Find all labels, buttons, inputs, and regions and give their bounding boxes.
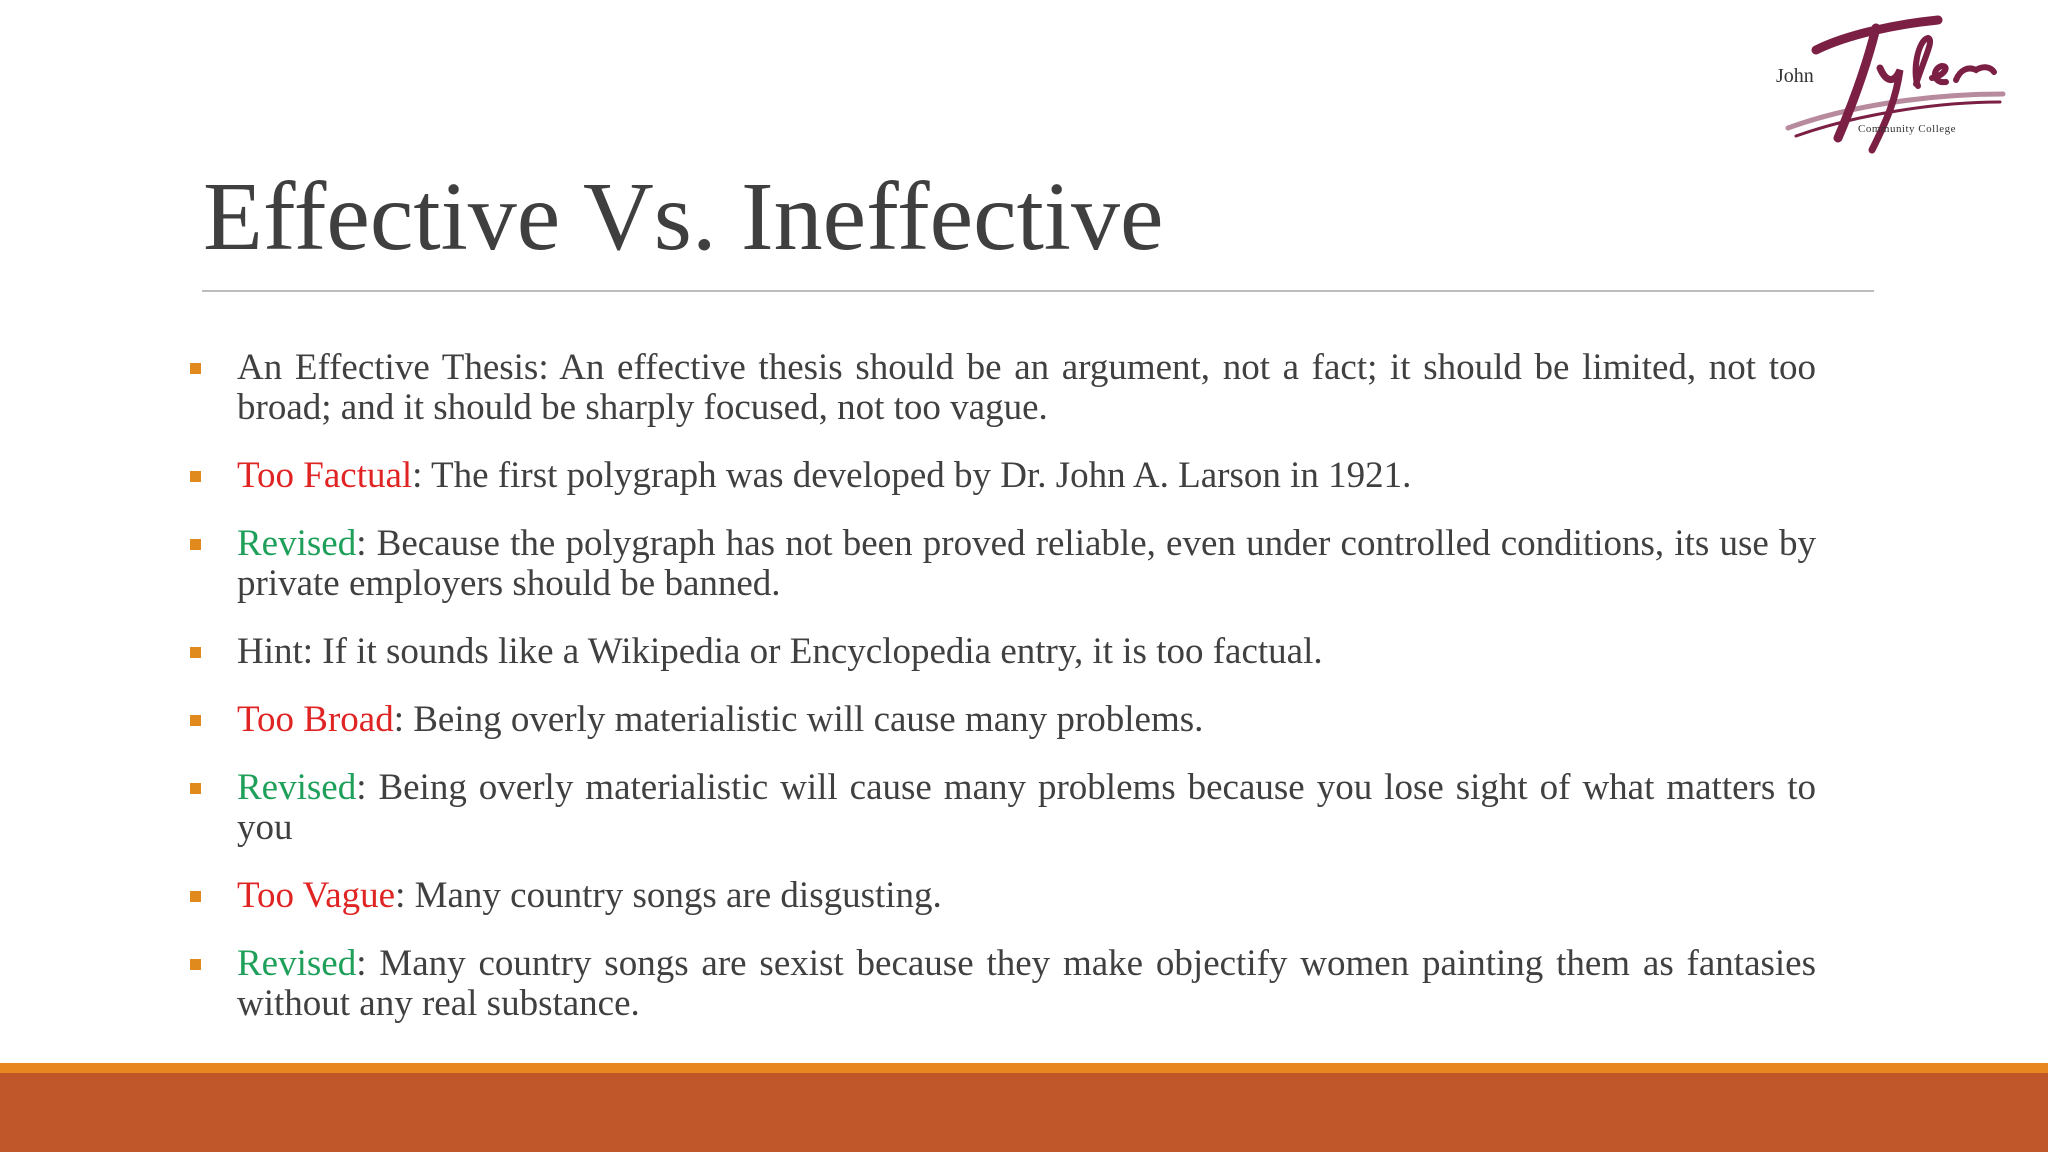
logo-word-script: Tyler <box>1888 64 1891 65</box>
logo-word-top: John <box>1776 65 1814 87</box>
bullet-text: : Because the polygraph has not been proved reliable, even under controlled conditions, its use by private employers should be banned. <box>237 523 1816 604</box>
bullet-marker <box>190 647 201 658</box>
college-logo <box>1768 10 2008 158</box>
slide-title: Effective Vs. Ineffective <box>203 163 1164 271</box>
logo-graphic <box>1768 10 2008 158</box>
bullet-text: : Many country songs are sexist because they make objectify women painting them as fantasies without any real substance. <box>237 943 1816 1024</box>
footer-accent-stripe <box>0 1063 2048 1073</box>
bullet-item <box>190 700 1816 740</box>
bullet-keyword: Revised <box>237 943 357 984</box>
bullet-marker <box>190 363 201 374</box>
bullet-text: : Being overly materialistic will cause many problems because you lose sight of what matters to you <box>237 767 1816 848</box>
bullet-keyword: Too Vague <box>237 875 396 916</box>
bullet-text: Hint: If it sounds like a Wikipedia or Encyclopedia entry, it is too factual. <box>237 631 1323 672</box>
bullet-text: An Effective Thesis: An effective thesis should be an argument, not a fact; it should be limited, not too broad; and it should be sharply focused, not too vague. <box>237 347 1816 428</box>
bullet-keyword: Too Factual <box>237 455 413 496</box>
bullet-item <box>190 944 1816 1024</box>
bullet-item <box>190 876 1816 916</box>
bullet-item <box>190 632 1816 672</box>
bullet-marker <box>190 471 201 482</box>
bullet-item <box>190 768 1816 848</box>
bullet-keyword: Revised <box>237 767 357 808</box>
bullet-marker <box>190 715 201 726</box>
bullet-text: : Being overly materialistic will cause many problems. <box>393 699 1204 740</box>
logo-word-bottom: Community College <box>1858 123 1957 135</box>
bullet-marker <box>190 891 201 902</box>
bullet-text: : Many country songs are disgusting. <box>395 875 942 916</box>
bullet-item <box>190 456 1816 496</box>
title-divider <box>202 290 1874 292</box>
bullet-text: : The first polygraph was developed by Dr. John A. Larson in 1921. <box>412 455 1412 496</box>
bullet-keyword: Too Broad <box>237 699 394 740</box>
bullet-list <box>190 348 1816 1052</box>
bullet-keyword: Revised <box>237 523 357 564</box>
bullet-item <box>190 348 1816 428</box>
bullet-marker <box>190 539 201 550</box>
bullet-marker <box>190 959 201 970</box>
footer-band <box>0 1073 2048 1152</box>
bullet-marker <box>190 783 201 794</box>
bullet-item <box>190 524 1816 604</box>
